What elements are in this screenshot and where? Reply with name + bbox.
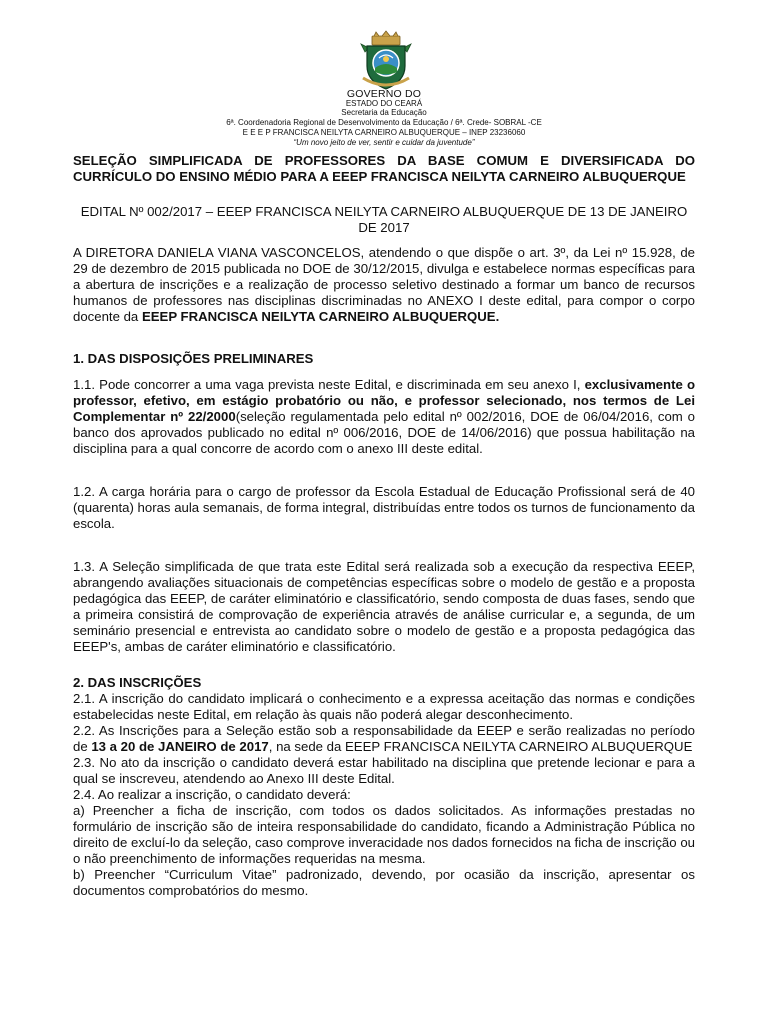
header-government: GOVERNO DO xyxy=(346,88,422,100)
intro-text: A DIRETORA DANIELA VIANA VASCONCELOS, atendendo o que dispõe o art. 3º, da Lei nº 15.928, de 29 de dezembro de 2015 publicada no DOE de 30/12/2015, divulga e estabelece normas específicas para a abertura de inscrições e a realização de processo seletivo destinado a formar um banco de recursos humanos de professores nas disciplinas discriminadas no ANEXO I deste edital, para compor o corpo docente da xyxy=(73,245,695,324)
header-school: E E E P FRANCISCA NEILYTA CARNEIRO ALBUQUERQUE – INEP 23236060 xyxy=(242,128,526,137)
p22-text-a: 2.2. As Inscrições para a Seleção estão sob a responsabilidade da EEEP e serão realizadas no período de xyxy=(73,723,695,754)
edital-heading: EDITAL Nº 002/2017 – EEEP FRANCISCA NEILYTA CARNEIRO ALBUQUERQUE DE 13 DE JANEIRO DE 2017 xyxy=(80,204,688,235)
paragraph-2-3: 2.3. No ato da inscrição o candidato deverá estar habilitado na disciplina que pretende lecionar e para a qual se inscreveu, atendendo ao Anexo III deste Edital. xyxy=(73,755,695,786)
paragraph-2-1: 2.1. A inscrição do candidato implicará o conhecimento e a expressa aceitação das normas e condições estabelecidas neste Edital, em relação às quais não poderá alegar desconhecimento. xyxy=(73,691,695,722)
p22-text-c: , na sede da EEEP FRANCISCA NEILYTA CARNEIRO ALBUQUERQUE xyxy=(268,739,693,754)
paragraph-2-4: 2.4. Ao realizar a inscrição, o candidato deverá: xyxy=(73,787,351,802)
intro-school-name: EEEP FRANCISCA NEILYTA CARNEIRO ALBUQUERQUE. xyxy=(141,309,500,324)
p11-text-bold: exclusivamente o professor, efetivo, em estágio probatório ou não, e professor selecionado, nos termos de Lei Complementar nº 22/2000 xyxy=(73,377,695,424)
paragraph-1-2: 1.2. A carga horária para o cargo de professor da Escola Estadual de Educação Profissional será de 40 (quarenta) horas aula semanais, de forma integral, distribuídas entre todos os turnos de funcionamento da escola. xyxy=(73,484,695,531)
paragraph-2-4-b: b) Preencher “Curriculum Vitae” padronizado, devendo, por ocasião da inscrição, apresentar os documentos comprobatórios do mesmo. xyxy=(73,867,695,898)
paragraph-2-4-a: a) Preencher a ficha de inscrição, com todos os dados solicitados. As informações prestadas no formulário de inscrição são de inteira responsabilidade do candidato, ficando a Administração Pública no direito de excluí-lo da seleção, caso comprove inveracidade nos dados fornecidos na ficha de inscrição ou o não preenchimento de informações requeridas na mesma. xyxy=(73,803,695,866)
paragraph-1-1 xyxy=(73,377,695,457)
header-state: ESTADO DO CEARÁ xyxy=(345,99,423,108)
p11-text-c: (seleção regulamentada pelo edital nº 002/2016, DOE de 06/04/2016, com o banco dos aprovados publicado no edital nº 006/2016, DOE de 14/06/2016) que possua habilitação na disciplina para a qual concorre de acordo com o anexo III deste edital. xyxy=(73,409,695,456)
p11-text-a: 1.1. Pode concorrer a uma vaga prevista neste Edital, e discriminada em seu anexo I, xyxy=(73,377,585,392)
state-coat-of-arms-icon xyxy=(355,30,417,92)
p22-dates: 13 a 20 de JANEIRO de 2017 xyxy=(91,739,269,754)
intro-paragraph xyxy=(73,245,695,325)
paragraph-1-3: 1.3. A Seleção simplificada de que trata este Edital será realizada sob a execução da respectiva EEEP, abrangendo avaliações situacionais de competências específicas sobre o modelo de gestão e a proposta pedagógica das EEEP, de caráter eliminatório e classificatório, sendo composta de duas fases, sendo que a primeira consistirá de comprovação de experiência através de análise curricular e, a segunda, de um seminário presencial e entrevista ao candidato sobre o modelo de gestão e a proposta pedagógica das EEEP's, ambas de caráter eliminatório e classificatório. xyxy=(73,559,695,654)
paragraph-2-2 xyxy=(73,723,695,755)
section-2-title: 2. DAS INSCRIÇÕES xyxy=(73,675,202,690)
header-coordination: 6ª. Coordenadoria Regional de Desenvolvimento da Educação / 6ª. Crede- SOBRAL -CE xyxy=(226,118,542,127)
document-body xyxy=(73,153,695,899)
header-secretariat: Secretaria da Educação xyxy=(341,108,427,117)
section-1-title: 1. DAS DISPOSIÇÕES PRELIMINARES xyxy=(73,351,314,366)
header-motto: “Um novo jeito de ver, sentir e cuidar da juventude” xyxy=(293,138,475,147)
document-title: SELEÇÃO SIMPLIFICADA DE PROFESSORES DA BASE COMUM E DIVERSIFICADA DO CURRÍCULO DO ENSINO MÉDIO PARA A EEEP FRANCISCA NEILYTA CARNEIRO ALBUQUERQUE xyxy=(73,153,695,184)
